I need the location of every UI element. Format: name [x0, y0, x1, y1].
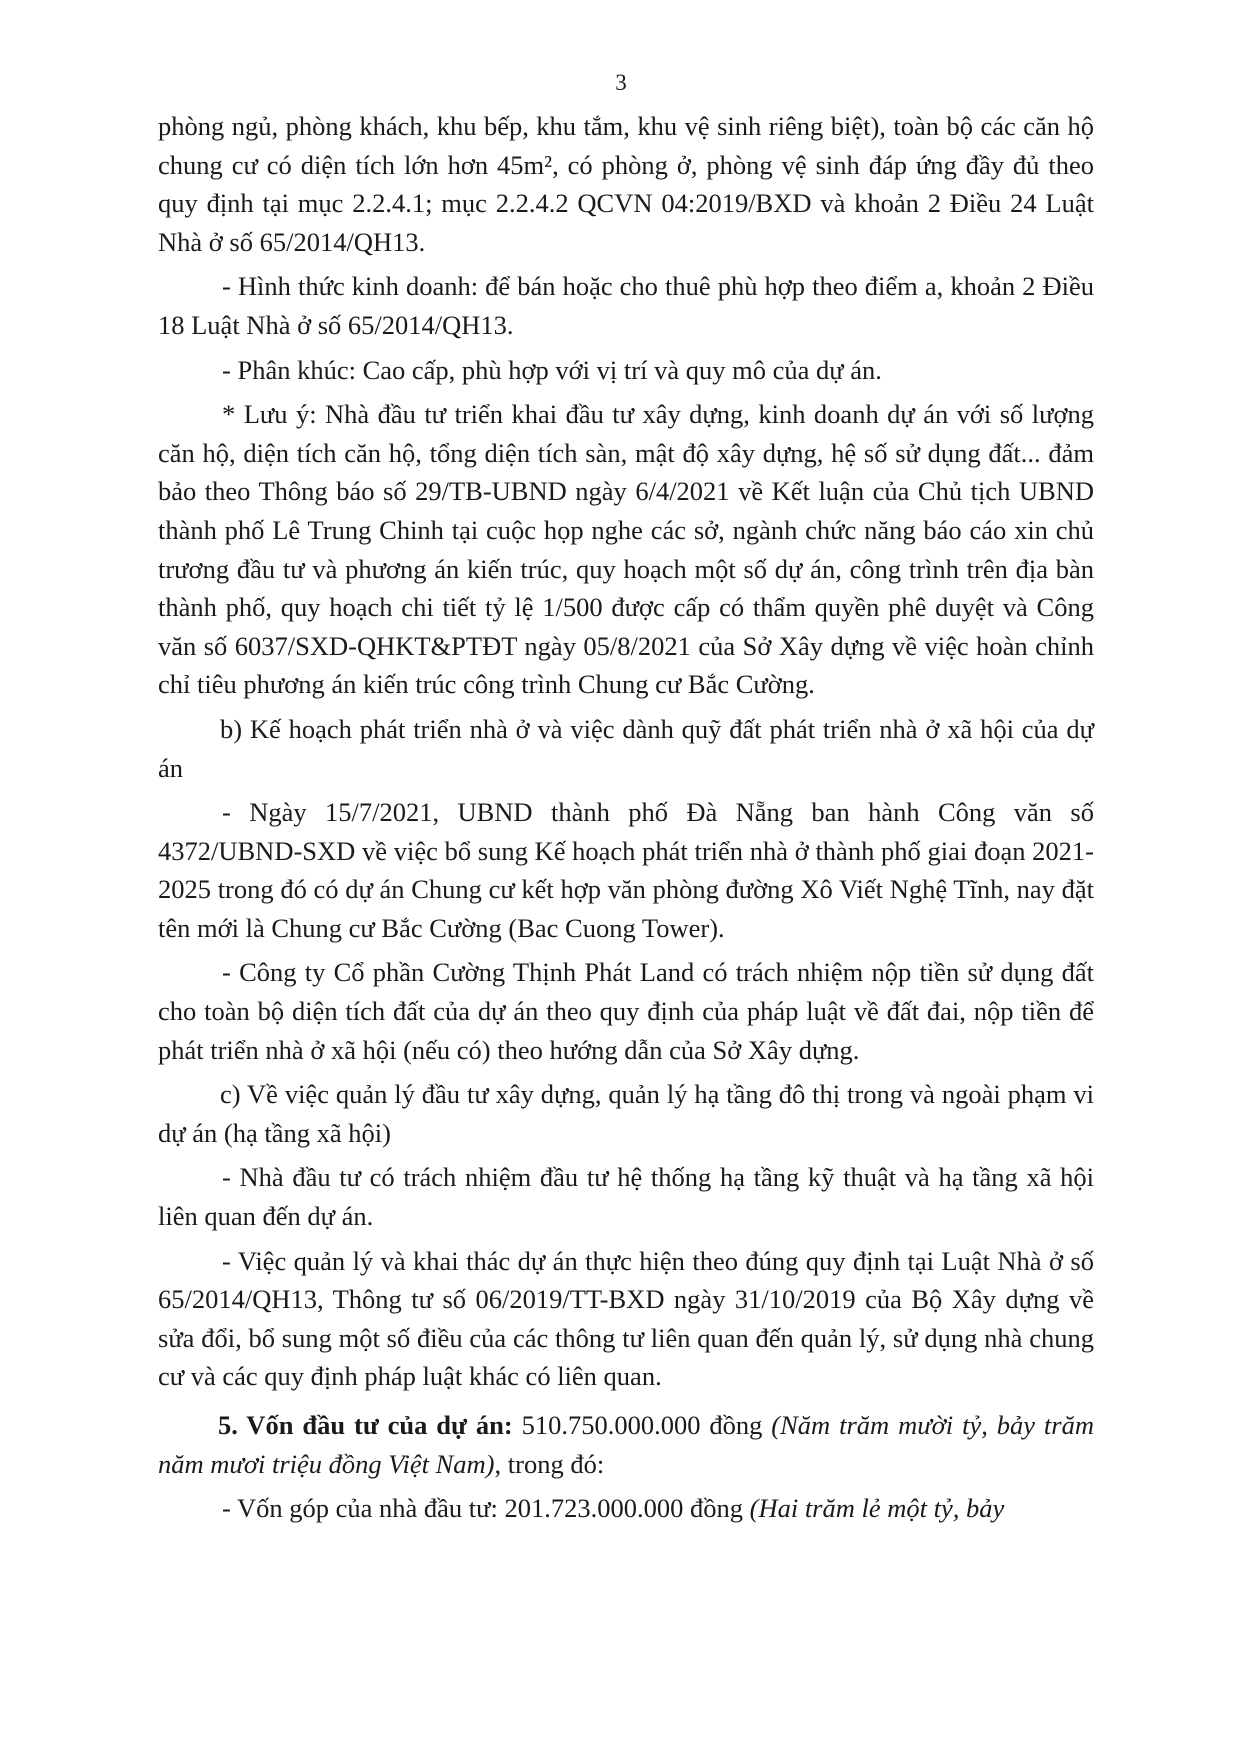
section-5-amount-words: (Năm trăm mười tỷ, bảy trăm năm mươi triệu đồng Việt Nam): [158, 1410, 1094, 1479]
investor-capital-words: (Hai trăm lẻ một tỷ, bảy: [749, 1493, 1005, 1524]
paragraph-segment: - Phân khúc: Cao cấp, phù hợp với vị trí và quy mô của dự án.: [222, 354, 882, 385]
paragraph-investor-capital: [158, 1489, 1094, 1528]
paragraph-investor-infrastructure: - Nhà đầu tư có trách nhiệm đầu tư hệ thống hạ tầng kỹ thuật và hạ tầng xã hội liên quan đến dự án.: [158, 1162, 1094, 1232]
section-5-heading: 5. Vốn đầu tư của dự án:: [218, 1410, 513, 1440]
paragraph-land-fee: - Công ty Cổ phần Cường Thịnh Phát Land có trách nhiệm nộp tiền sử dụng đất cho toàn bộ diện tích đất của dự án theo quy định của pháp luật về đất đai, nộp tiền để phát triển nhà ở xã hội (nếu có) theo hướng dẫn của Sở Xây dựng.: [158, 957, 1094, 1065]
paragraph-apartment-requirements: phòng ngủ, phòng khách, khu bếp, khu tắm, khu vệ sinh riêng biệt), toàn bộ các căn hộ chung cư có diện tích lớn hơn 45m², có phòng ở, phòng vệ sinh đáp ứng đầy đủ theo quy định tại mục 2.2.4.1; mục 2.2.4.2 QCVN 04:2019/BXD và khoản 2 Điều 24 Luật Nhà ở số 65/2014/QH13.: [158, 111, 1094, 257]
page-number: 3: [615, 70, 627, 95]
paragraph-business-form: - Hình thức kinh doanh: để bán hoặc cho thuê phù hợp theo điểm a, khoản 2 Điều 18 Luật Nhà ở số 65/2014/QH13.: [158, 271, 1094, 340]
investor-capital-text: - Vốn góp của nhà đầu tư: 201.723.000.000 đồng: [222, 1493, 750, 1524]
paragraph-note: * Lưu ý: Nhà đầu tư triển khai đầu tư xây dựng, kinh doanh dự án với số lượng căn hộ, diện tích căn hộ, tổng diện tích sàn, mật độ xây dựng, hệ số sử dụng đất... đảm bảo theo Thông báo số 29/TB-UBND ngày 6/4/2021 về Kết luận của Chủ tịch UBND thành phố Lê Trung Chinh tại cuộc họp nghe các sở, ngành chức năng báo cáo xin chủ trương đầu tư và phương án kiến trúc, quy hoạch một số dự án, công trình trên địa bàn thành phố, quy hoạch chi tiết tỷ lệ 1/500 được cấp có thẩm quyền phê duyệt và Công văn số 6037/SXD-QHKT&PTĐT ngày 05/8/2021 của Sở Xây dựng về việc hoàn chỉnh chỉ tiêu phương án kiến trúc công trình Chung cư Bắc Cường.: [158, 399, 1094, 700]
section-5-capital: [158, 1406, 1094, 1483]
subheading-infrastructure: c) Về việc quản lý đầu tư xây dựng, quản lý hạ tầng đô thị trong và ngoài phạm vi dự án (hạ tầng xã hội): [158, 1079, 1094, 1148]
paragraph-management: - Việc quản lý và khai thác dự án thực hiện theo đúng quy định tại Luật Nhà ở số 65/2014/QH13, Thông tư số 06/2019/TT-BXD ngày 31/10/2019 của Bộ Xây dựng về sửa đổi, bổ sung một số điều của các thông tư liên quan đến quản lý, sử dụng nhà chung cư và các quy định pháp luật khác có liên quan.: [158, 1245, 1094, 1392]
section-5-amount: 510.750.000.000 đồng: [512, 1410, 772, 1440]
section-5-tail: , trong đó:: [494, 1448, 605, 1479]
subheading-housing-plan: b) Kế hoạch phát triển nhà ở và việc dành quỹ đất phát triển nhà ở xã hội của dự án: [158, 713, 1094, 783]
document-body: [158, 107, 1094, 1534]
paragraph-housing-plan-date: - Ngày 15/7/2021, UBND thành phố Đà Nẵng ban hành Công văn số 4372/UBND-SXD về việc bổ sung Kế hoạch phát triển nhà ở thành phố giai đoạn 2021-2025 trong đó có dự án Chung cư kết hợp văn phòng đường Xô Viết Nghệ Tĩnh, nay đặt tên mới là Chung cư Bắc Cường (Bac Cuong Tower).: [158, 797, 1094, 943]
